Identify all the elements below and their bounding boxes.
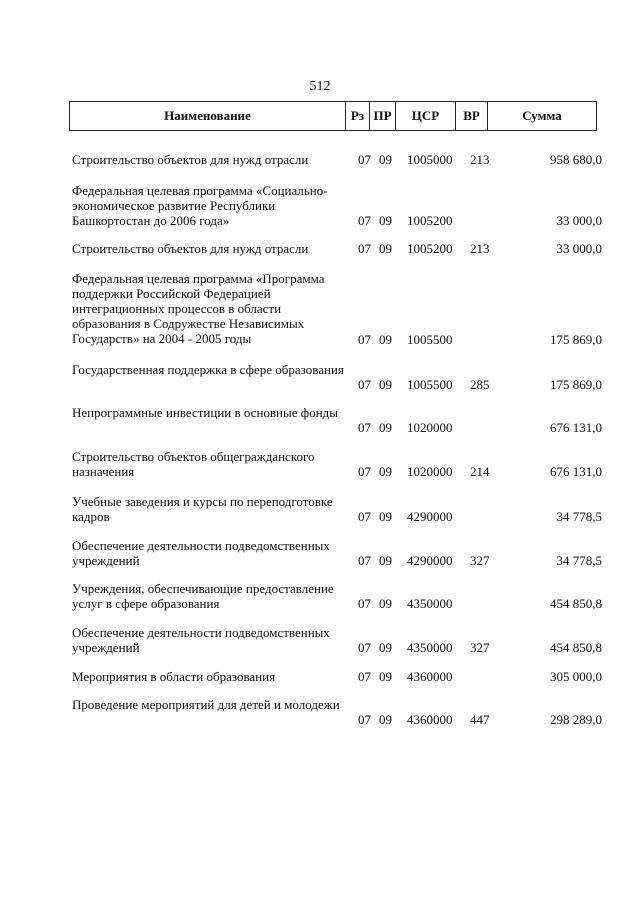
table-row bbox=[72, 241, 602, 256]
row-csr: 4360000 bbox=[407, 669, 453, 684]
table-row bbox=[72, 669, 602, 684]
row-rz: 07 bbox=[358, 712, 371, 727]
header-csr: ЦСР bbox=[396, 102, 456, 130]
row-pr: 09 bbox=[379, 553, 392, 568]
table-row bbox=[72, 449, 602, 479]
table-row bbox=[72, 152, 602, 167]
table-row bbox=[72, 183, 602, 228]
row-sum: 454 850,8 bbox=[550, 640, 602, 655]
row-csr: 4360000 bbox=[407, 712, 453, 727]
row-sum: 34 778,5 bbox=[556, 509, 602, 524]
header-rz: Рз bbox=[346, 102, 370, 130]
row-rz: 07 bbox=[358, 509, 371, 524]
row-csr: 4350000 bbox=[407, 596, 453, 611]
row-vr: 447 bbox=[470, 712, 490, 727]
row-rz: 07 bbox=[358, 464, 371, 479]
header-pr: ПР bbox=[370, 102, 396, 130]
row-rz: 07 bbox=[358, 213, 371, 228]
row-pr: 09 bbox=[379, 596, 392, 611]
table-row bbox=[72, 494, 602, 524]
row-name: Учреждения, обеспечивающие предоставление услуг в сфере образования bbox=[72, 581, 334, 611]
header-vr: ВР bbox=[456, 102, 488, 130]
page-number: 512 bbox=[309, 79, 331, 94]
row-pr: 09 bbox=[379, 213, 392, 228]
row-rz: 07 bbox=[358, 420, 371, 435]
row-sum: 33 000,0 bbox=[556, 241, 602, 256]
header-name: Наименование bbox=[70, 102, 346, 130]
row-pr: 09 bbox=[379, 669, 392, 684]
row-vr: 327 bbox=[470, 640, 490, 655]
row-name: Проведение мероприятий для детей и молодежи bbox=[72, 697, 340, 712]
row-sum: 676 131,0 bbox=[550, 420, 602, 435]
row-csr: 1005500 bbox=[407, 377, 453, 392]
row-rz: 07 bbox=[358, 640, 371, 655]
row-rz: 07 bbox=[358, 377, 371, 392]
row-vr: 213 bbox=[470, 152, 490, 167]
row-sum: 34 778,5 bbox=[556, 553, 602, 568]
row-vr: 327 bbox=[470, 553, 490, 568]
row-sum: 454 850,8 bbox=[550, 596, 602, 611]
row-pr: 09 bbox=[379, 332, 392, 347]
table-row bbox=[72, 538, 602, 568]
row-csr: 1005500 bbox=[407, 332, 453, 347]
row-pr: 09 bbox=[379, 464, 392, 479]
row-vr: 213 bbox=[470, 241, 490, 256]
row-rz: 07 bbox=[358, 152, 371, 167]
row-vr: 214 bbox=[470, 464, 490, 479]
row-rz: 07 bbox=[358, 241, 371, 256]
row-csr: 1005000 bbox=[407, 152, 453, 167]
row-rz: 07 bbox=[358, 669, 371, 684]
row-name: Федеральная целевая программа «Социально-экономическое развитие Республики Башкортостан до 2006 года» bbox=[72, 183, 328, 228]
row-sum: 175 869,0 bbox=[550, 377, 602, 392]
row-name: Непрограммные инвестиции в основные фонды bbox=[72, 405, 338, 420]
row-rz: 07 bbox=[358, 596, 371, 611]
row-name: Строительство объектов для нужд отрасли bbox=[72, 152, 309, 167]
row-sum: 298 289,0 bbox=[550, 712, 602, 727]
row-sum: 175 869,0 bbox=[550, 332, 602, 347]
row-name: Обеспечение деятельности подведомственных учреждений bbox=[72, 625, 330, 655]
row-csr: 1020000 bbox=[407, 420, 453, 435]
row-name: Мероприятия в области образования bbox=[72, 669, 276, 684]
header-sum: Сумма bbox=[522, 108, 562, 123]
table-row bbox=[72, 271, 602, 347]
row-rz: 07 bbox=[358, 553, 371, 568]
row-pr: 09 bbox=[379, 640, 392, 655]
row-pr: 09 bbox=[379, 152, 392, 167]
row-sum: 305 000,0 bbox=[550, 669, 602, 684]
table-row bbox=[72, 625, 602, 655]
row-csr: 4350000 bbox=[407, 640, 453, 655]
row-csr: 4290000 bbox=[407, 553, 453, 568]
row-name: Строительство объектов для нужд отрасли bbox=[72, 241, 309, 256]
row-pr: 09 bbox=[379, 420, 392, 435]
row-csr: 1020000 bbox=[407, 464, 453, 479]
table-header bbox=[69, 101, 597, 131]
row-name: Государственная поддержка в сфере образования bbox=[72, 362, 344, 377]
row-sum: 958 680,0 bbox=[550, 152, 602, 167]
row-name: Обеспечение деятельности подведомственных учреждений bbox=[72, 538, 330, 568]
table-row bbox=[72, 405, 602, 435]
table-row bbox=[72, 362, 602, 392]
row-csr: 1005200 bbox=[407, 213, 453, 228]
row-csr: 4290000 bbox=[407, 509, 453, 524]
row-name: Учебные заведения и курсы по переподготовке кадров bbox=[72, 494, 333, 524]
row-sum: 676 131,0 bbox=[550, 464, 602, 479]
row-sum: 33 000,0 bbox=[556, 213, 602, 228]
row-vr: 285 bbox=[470, 377, 490, 392]
row-name: Строительство объектов общегражданского назначения bbox=[72, 449, 315, 479]
row-pr: 09 bbox=[379, 509, 392, 524]
row-rz: 07 bbox=[358, 332, 371, 347]
table-row bbox=[72, 697, 602, 727]
row-name: Федеральная целевая программа «Программа поддержки Российской Федерацией интеграционных процессов в области образования в Содружестве Независимых Государств» на 2004 - 2005 годы bbox=[72, 271, 325, 346]
row-csr: 1005200 bbox=[407, 241, 453, 256]
row-pr: 09 bbox=[379, 241, 392, 256]
table-row bbox=[72, 581, 602, 611]
row-pr: 09 bbox=[379, 377, 392, 392]
row-pr: 09 bbox=[379, 712, 392, 727]
